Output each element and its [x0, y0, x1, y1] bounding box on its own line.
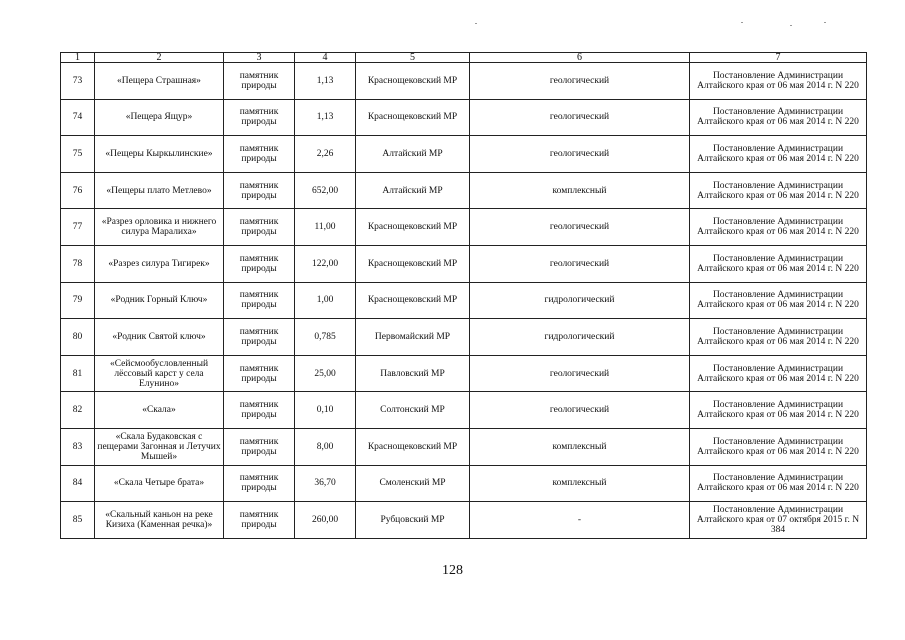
table-row: [61, 282, 867, 319]
column-number: 1: [61, 53, 95, 63]
object-document: Постановление Администрации Алтайского края от 06 мая 2014 г. N 220: [690, 99, 867, 136]
object-name: «Пещера Страшная»: [95, 63, 224, 100]
column-number: 2: [95, 53, 224, 63]
object-area: 8,00: [295, 428, 356, 465]
object-profile: геологический: [470, 209, 690, 246]
object-profile: геологический: [470, 392, 690, 429]
object-profile: комплексный: [470, 428, 690, 465]
column-number: 5: [356, 53, 470, 63]
object-category: памятник природы: [224, 245, 295, 282]
object-area: 0,10: [295, 392, 356, 429]
object-category: памятник природы: [224, 99, 295, 136]
row-number: 73: [61, 63, 95, 100]
object-name: «Скала Будаковская с пещерами Загонная и Летучих Мышей»: [95, 428, 224, 465]
row-number: 85: [61, 502, 95, 539]
object-profile: гидрологический: [470, 319, 690, 356]
object-category: памятник природы: [224, 209, 295, 246]
object-name: «Разрез орловика и нижнего силура Маралиха»: [95, 209, 224, 246]
table-row: [61, 502, 867, 539]
row-number: 78: [61, 245, 95, 282]
table-row: [61, 465, 867, 502]
object-profile: геологический: [470, 136, 690, 173]
object-document: Постановление Администрации Алтайского края от 06 мая 2014 г. N 220: [690, 136, 867, 173]
object-name: «Пещеры плато Метлево»: [95, 172, 224, 209]
object-category: памятник природы: [224, 282, 295, 319]
object-document: Постановление Администрации Алтайского края от 06 мая 2014 г. N 220: [690, 465, 867, 502]
object-district: Рубцовский МР: [356, 502, 470, 539]
object-category: памятник природы: [224, 319, 295, 356]
row-number: 74: [61, 99, 95, 136]
object-profile: гидрологический: [470, 282, 690, 319]
object-profile: геологический: [470, 355, 690, 392]
object-name: «Скальный каньон на реке Кизиха (Каменная речка)»: [95, 502, 224, 539]
table-row: [61, 99, 867, 136]
object-district: Алтайский МР: [356, 172, 470, 209]
object-category: памятник природы: [224, 136, 295, 173]
column-number: 7: [690, 53, 867, 63]
column-number: 6: [470, 53, 690, 63]
object-area: 1,00: [295, 282, 356, 319]
object-area: 122,00: [295, 245, 356, 282]
scan-speck: [475, 23, 477, 24]
object-category: памятник природы: [224, 465, 295, 502]
object-profile: геологический: [470, 245, 690, 282]
object-district: Смоленский МР: [356, 465, 470, 502]
page-number: 128: [442, 563, 463, 578]
table-row: [61, 63, 867, 100]
object-profile: комплексный: [470, 172, 690, 209]
object-district: Солтонский МР: [356, 392, 470, 429]
object-name: «Пещеры Кыркылинские»: [95, 136, 224, 173]
table-row: [61, 428, 867, 465]
table-row: [61, 209, 867, 246]
row-number: 84: [61, 465, 95, 502]
object-area: 652,00: [295, 172, 356, 209]
row-number: 75: [61, 136, 95, 173]
object-category: памятник природы: [224, 502, 295, 539]
table-row: [61, 136, 867, 173]
object-profile: комплексный: [470, 465, 690, 502]
object-name: «Пещера Ящур»: [95, 99, 224, 136]
scan-speck: [790, 25, 792, 26]
object-area: 2,26: [295, 136, 356, 173]
object-district: Краснощековский МР: [356, 209, 470, 246]
object-document: Постановление Администрации Алтайского края от 06 мая 2014 г. N 220: [690, 209, 867, 246]
object-document: Постановление Администрации Алтайского края от 06 мая 2014 г. N 220: [690, 63, 867, 100]
object-name: «Родник Святой ключ»: [95, 319, 224, 356]
object-profile: геологический: [470, 99, 690, 136]
object-area: 1,13: [295, 99, 356, 136]
object-category: памятник природы: [224, 172, 295, 209]
object-document: Постановление Администрации Алтайского края от 06 мая 2014 г. N 220: [690, 319, 867, 356]
object-area: 260,00: [295, 502, 356, 539]
object-document: Постановление Администрации Алтайского края от 06 мая 2014 г. N 220: [690, 245, 867, 282]
table-row: [61, 172, 867, 209]
object-name: «Сейсмообусловленный лёссовый карст у села Елунино»: [95, 355, 224, 392]
row-number: 76: [61, 172, 95, 209]
object-category: памятник природы: [224, 63, 295, 100]
object-document: Постановление Администрации Алтайского края от 06 мая 2014 г. N 220: [690, 282, 867, 319]
object-district: Краснощековский МР: [356, 245, 470, 282]
object-profile: геологический: [470, 63, 690, 100]
object-category: памятник природы: [224, 392, 295, 429]
table-row: [61, 392, 867, 429]
object-name: «Родник Горный Ключ»: [95, 282, 224, 319]
object-document: Постановление Администрации Алтайского края от 06 мая 2014 г. N 220: [690, 172, 867, 209]
object-document: Постановление Администрации Алтайского края от 06 мая 2014 г. N 220: [690, 355, 867, 392]
scan-speck: [741, 22, 743, 23]
object-district: Павловский МР: [356, 355, 470, 392]
column-number: 3: [224, 53, 295, 63]
object-area: 36,70: [295, 465, 356, 502]
object-name: «Скала»: [95, 392, 224, 429]
object-profile: -: [470, 502, 690, 539]
column-number-row: [61, 53, 867, 63]
column-number: 4: [295, 53, 356, 63]
row-number: 83: [61, 428, 95, 465]
object-document: Постановление Администрации Алтайского края от 06 мая 2014 г. N 220: [690, 392, 867, 429]
row-number: 79: [61, 282, 95, 319]
object-area: 1,13: [295, 63, 356, 100]
table-row: [61, 245, 867, 282]
object-district: Краснощековский МР: [356, 428, 470, 465]
object-name: «Скала Четыре брата»: [95, 465, 224, 502]
object-category: памятник природы: [224, 428, 295, 465]
object-district: Первомайский МР: [356, 319, 470, 356]
row-number: 82: [61, 392, 95, 429]
row-number: 77: [61, 209, 95, 246]
object-district: Краснощековский МР: [356, 99, 470, 136]
object-area: 11,00: [295, 209, 356, 246]
object-area: 25,00: [295, 355, 356, 392]
table-row: [61, 319, 867, 356]
scan-speck: [824, 22, 826, 23]
object-district: Краснощековский МР: [356, 63, 470, 100]
object-name: «Разрез силура Тигирек»: [95, 245, 224, 282]
table-row: [61, 355, 867, 392]
row-number: 81: [61, 355, 95, 392]
protected-areas-table: [60, 52, 867, 539]
row-number: 80: [61, 319, 95, 356]
object-district: Краснощековский МР: [356, 282, 470, 319]
object-district: Алтайский МР: [356, 136, 470, 173]
object-category: памятник природы: [224, 355, 295, 392]
object-document: Постановление Администрации Алтайского края от 07 октября 2015 г. N 384: [690, 502, 867, 539]
object-area: 0,785: [295, 319, 356, 356]
object-document: Постановление Администрации Алтайского края от 06 мая 2014 г. N 220: [690, 428, 867, 465]
